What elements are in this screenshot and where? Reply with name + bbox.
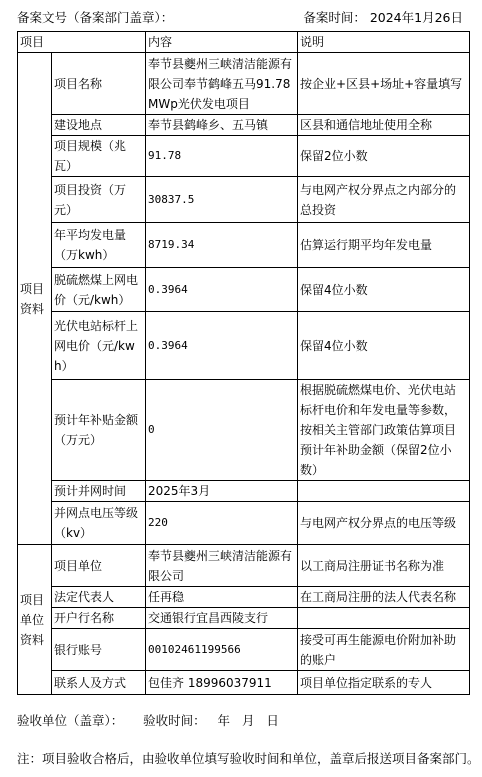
- row-label: 法定代表人: [52, 587, 146, 608]
- table-row: [18, 380, 470, 481]
- row-label: 预计并网时间: [52, 481, 146, 502]
- row-value: 0.3964: [146, 312, 298, 380]
- table-row: [18, 115, 470, 136]
- table-row: [18, 312, 470, 380]
- table-row: [18, 268, 470, 312]
- record-time: 备案时间： 2024年1月26日: [303, 10, 463, 25]
- table-row: [18, 608, 470, 629]
- table-row: [18, 53, 470, 115]
- table-header-row: [18, 32, 470, 53]
- row-note: 与电网产权分界点之内部分的总投资: [298, 177, 470, 223]
- row-note: [298, 608, 470, 629]
- group-label-unit-info: 项目单位资料: [18, 545, 52, 695]
- row-note: [298, 481, 470, 502]
- table-row: [18, 587, 470, 608]
- acceptance-line: 验收单位（盖章）： 验收时间： 年 月 日: [17, 713, 279, 728]
- row-label: 开户行名称: [52, 608, 146, 629]
- row-label: 项目名称: [52, 53, 146, 115]
- row-note: 保留4位小数: [298, 312, 470, 380]
- row-label: 光伏电站标杆上网电价（元/kwh）: [52, 312, 146, 380]
- column-header-content: 内容: [146, 32, 298, 53]
- table-row: [18, 481, 470, 502]
- table-row: [18, 671, 470, 695]
- row-value: 0.3964: [146, 268, 298, 312]
- table-row: [18, 545, 470, 587]
- table-row: [18, 223, 470, 268]
- table-row: [18, 502, 470, 545]
- row-label: 联系人及方式: [52, 671, 146, 695]
- row-value: 奉节县夔州三峡清洁能源有限公司奉节鹤峰五马91.78MWp光伏发电项目: [146, 53, 298, 115]
- row-value: 91.78: [146, 136, 298, 177]
- project-record-table: [17, 31, 470, 695]
- table-row: [18, 177, 470, 223]
- row-label: 脱硫燃煤上网电价（元/kwh）: [52, 268, 146, 312]
- row-value: 00102461199566: [146, 629, 298, 671]
- record-number-label: 备案文号（备案部门盖章）：: [17, 10, 174, 25]
- row-value: 8719.34: [146, 223, 298, 268]
- row-note: 保留2位小数: [298, 136, 470, 177]
- column-header-note: 说明: [298, 32, 470, 53]
- row-label: 项目单位: [52, 545, 146, 587]
- row-label: 并网点电压等级（kv）: [52, 502, 146, 545]
- row-note: 估算运行期平均年发电量: [298, 223, 470, 268]
- row-label: 项目规模（兆瓦）: [52, 136, 146, 177]
- row-value: 任再稳: [146, 587, 298, 608]
- header-row: [17, 6, 469, 26]
- table-row: [18, 136, 470, 177]
- group-label-project-info: 项目资料: [18, 53, 52, 545]
- row-value: 2025年3月: [146, 481, 298, 502]
- column-header-item: 项目: [18, 32, 146, 53]
- row-label: 建设地点: [52, 115, 146, 136]
- row-value: 220: [146, 502, 298, 545]
- row-value: 0: [146, 380, 298, 481]
- row-note: 区县和通信地址使用全称: [298, 115, 470, 136]
- row-label: 项目投资（万元）: [52, 177, 146, 223]
- row-note: 按企业+区县+场址+容量填写: [298, 53, 470, 115]
- row-label: 预计年补贴金额（万元）: [52, 380, 146, 481]
- row-value: 奉节县鹤峰乡、五马镇: [146, 115, 298, 136]
- row-value: 交通银行宜昌西陵支行: [146, 608, 298, 629]
- footer-note: 注：项目验收合格后，由验收单位填写验收时间和单位，盖章后报送项目备案部门。: [17, 751, 480, 766]
- row-note: 在工商局注册的法人代表名称: [298, 587, 470, 608]
- row-label: 银行账号: [52, 629, 146, 671]
- row-note: 与电网产权分界点的电压等级: [298, 502, 470, 545]
- row-note: 以工商局注册证书名称为准: [298, 545, 470, 587]
- row-label: 年平均发电量（万kwh）: [52, 223, 146, 268]
- table-row: [18, 629, 470, 671]
- row-note: 根据脱硫燃煤电价、光伏电站标杆电价和年发电量等参数，按相关主管部门政策估算项目预计年补助金额（保留2位小数）: [298, 380, 470, 481]
- row-value: 奉节县夔州三峡清洁能源有限公司: [146, 545, 298, 587]
- row-value: 包佳齐 18996037911: [146, 671, 298, 695]
- row-note: 项目单位指定联系的专人: [298, 671, 470, 695]
- row-note: 接受可再生能源电价附加补助的账户: [298, 629, 470, 671]
- row-note: 保留4位小数: [298, 268, 470, 312]
- row-value: 30837.5: [146, 177, 298, 223]
